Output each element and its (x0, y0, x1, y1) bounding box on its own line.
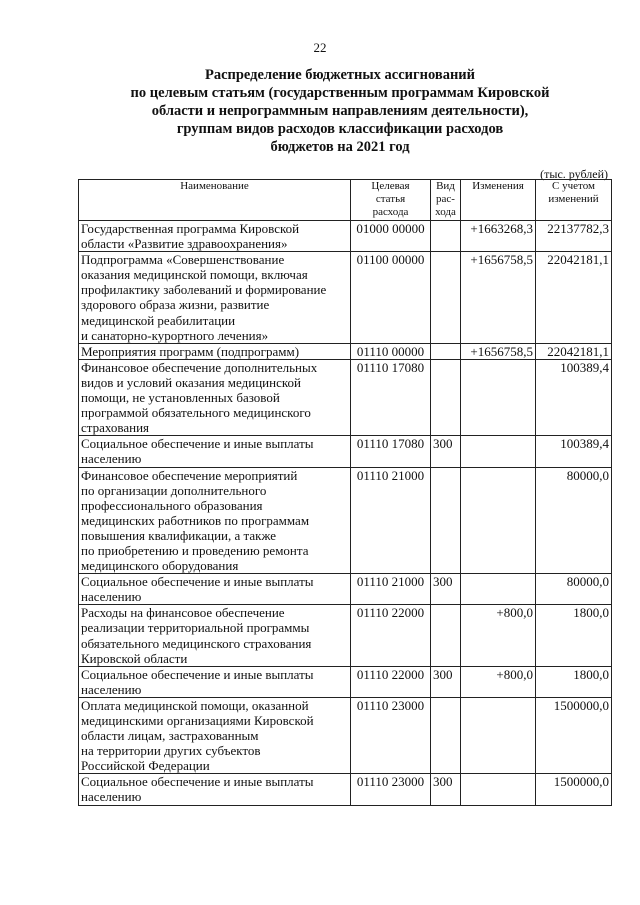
cell-code: 01100 00000 (351, 252, 431, 344)
table-row (79, 436, 612, 467)
header-change: Изменения (461, 180, 536, 221)
table-row (79, 221, 612, 252)
table-header-row (79, 180, 612, 221)
cell-change (461, 467, 536, 574)
cell-type (431, 252, 461, 344)
table-row (79, 666, 612, 697)
cell-code: 01110 21000 (351, 574, 431, 605)
cell-change: +1656758,5 (461, 343, 536, 359)
cell-type (431, 221, 461, 252)
cell-name: Социальное обеспечение и иные выплаты населению (79, 574, 351, 605)
cell-change (461, 774, 536, 805)
cell-code: 01110 17080 (351, 436, 431, 467)
cell-code: 01110 17080 (351, 359, 431, 435)
header-name: Наименование (79, 180, 351, 221)
cell-code: 01110 21000 (351, 467, 431, 574)
table-row (79, 343, 612, 359)
cell-code: 01000 00000 (351, 221, 431, 252)
cell-type (431, 467, 461, 574)
cell-total: 1500000,0 (536, 774, 612, 805)
header-total: С учетом изменений (536, 180, 612, 221)
table-row (79, 574, 612, 605)
cell-name: Расходы на финансовое обеспечение реализации территориальной программы обязательного медицинского страхования Кировской области (79, 605, 351, 666)
cell-code: 01110 22000 (351, 605, 431, 666)
cell-code: 01110 22000 (351, 666, 431, 697)
title-line: по целевым статьям (государственным программам Кировской (130, 85, 550, 101)
cell-name: Оплата медицинской помощи, оказанной медицинскими организациями Кировской области лицам, застрахованным на территории других субъектов Российской Федерации (79, 697, 351, 773)
table-row (79, 774, 612, 805)
cell-name: Государственная программа Кировской области «Развитие здравоохранения» (79, 221, 351, 252)
document-title (60, 66, 620, 156)
cell-type (431, 605, 461, 666)
cell-change: +800,0 (461, 666, 536, 697)
header-code: Целевая статья расхода (351, 180, 431, 221)
cell-total: 80000,0 (536, 467, 612, 574)
cell-code: 01110 23000 (351, 697, 431, 773)
header-type: Вид рас- хода (431, 180, 461, 221)
cell-code: 01110 23000 (351, 774, 431, 805)
cell-name: Мероприятия программ (подпрограмм) (79, 343, 351, 359)
cell-type (431, 343, 461, 359)
cell-change (461, 574, 536, 605)
cell-name: Социальное обеспечение и иные выплаты населению (79, 666, 351, 697)
table-row (79, 605, 612, 666)
cell-change: +1656758,5 (461, 252, 536, 344)
cell-name: Финансовое обеспечение мероприятий по организации дополнительного профессионального образования медицинских работников по программам повышения квалификации, а также по приобретению и проведению ремонта медицинского оборудования (79, 467, 351, 574)
cell-name: Финансовое обеспечение дополнительных видов и условий оказания медицинской помощи, не установленных базовой программой обязательного медицинского страхования (79, 359, 351, 435)
title-line: бюджетов на 2021 год (270, 139, 410, 155)
units-label: (тыс. рублей) (540, 167, 608, 181)
cell-type (431, 359, 461, 435)
title-line: области и непрограммным направлениям деятельности), (151, 103, 529, 119)
budget-table (78, 179, 612, 806)
title-line: Распределение бюджетных ассигнований (204, 67, 476, 83)
table-row (79, 697, 612, 773)
table-row (79, 252, 612, 344)
cell-name: Подпрограмма «Совершенствование оказания медицинской помощи, включая профилактику заболеваний и формирование здорового образа жизни, развитие медицинской реабилитации и санаторно-курортного лечения» (79, 252, 351, 344)
cell-total: 100389,4 (536, 436, 612, 467)
cell-type: 300 (431, 666, 461, 697)
cell-change (461, 436, 536, 467)
cell-name: Социальное обеспечение и иные выплаты населению (79, 436, 351, 467)
cell-total: 1800,0 (536, 605, 612, 666)
cell-total: 22137782,3 (536, 221, 612, 252)
cell-change: +1663268,3 (461, 221, 536, 252)
cell-type: 300 (431, 436, 461, 467)
cell-change: +800,0 (461, 605, 536, 666)
cell-total: 22042181,1 (536, 343, 612, 359)
title-line: группам видов расходов классификации расходов (176, 121, 504, 137)
cell-code: 01110 00000 (351, 343, 431, 359)
cell-total: 100389,4 (536, 359, 612, 435)
cell-type (431, 697, 461, 773)
cell-total: 22042181,1 (536, 252, 612, 344)
cell-name: Социальное обеспечение и иные выплаты населению (79, 774, 351, 805)
page-number: 22 (313, 40, 327, 55)
table-row (79, 359, 612, 435)
cell-total: 1800,0 (536, 666, 612, 697)
table-body (79, 221, 612, 806)
cell-change (461, 697, 536, 773)
cell-total: 1500000,0 (536, 697, 612, 773)
table-row (79, 467, 612, 574)
cell-total: 80000,0 (536, 574, 612, 605)
cell-type: 300 (431, 774, 461, 805)
cell-type: 300 (431, 574, 461, 605)
cell-change (461, 359, 536, 435)
